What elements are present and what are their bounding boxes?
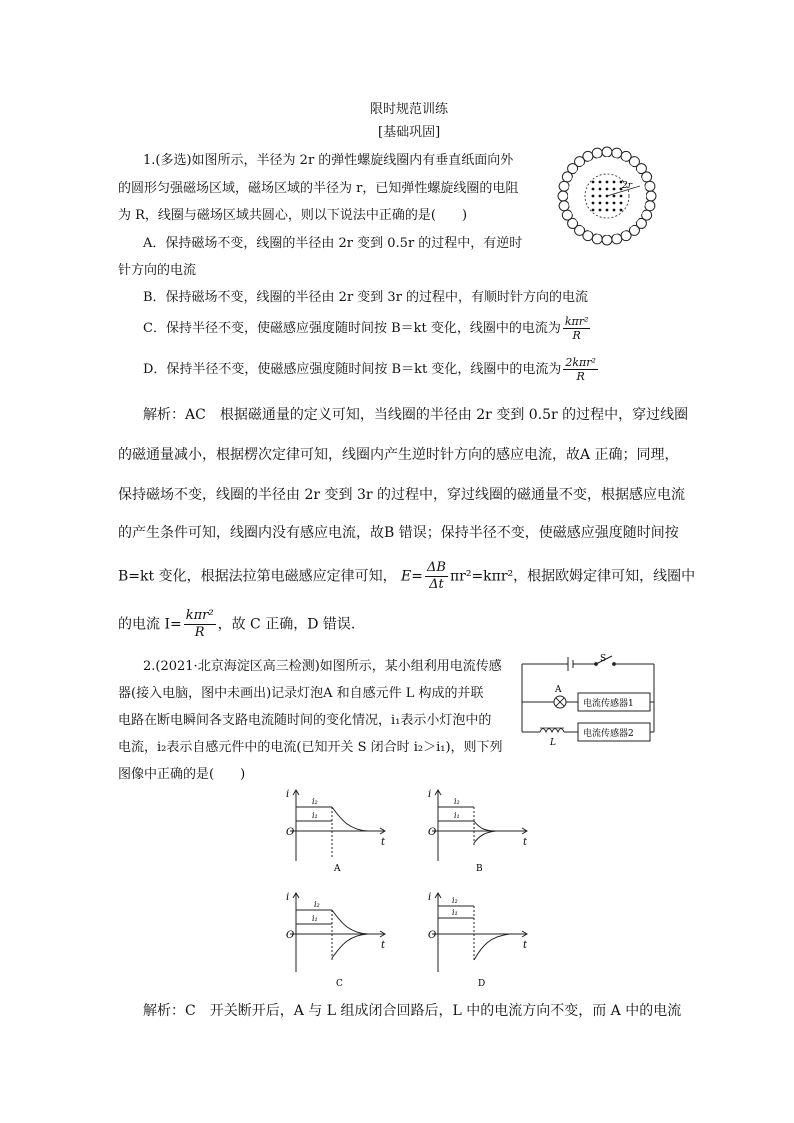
coil-loop xyxy=(558,191,568,201)
i2-label: i₂ xyxy=(314,900,320,909)
inductor-label: L xyxy=(550,738,556,748)
option-d-text: D．保持半径不变，使磁感应强度随时间按 B＝kt 变化，线圈中的电流为 xyxy=(143,362,562,377)
coil-figure xyxy=(552,146,662,246)
coil-loop xyxy=(645,201,655,211)
solution-text: B=kt 变化，根据法拉第电磁感应定律可知， xyxy=(118,568,397,585)
i2-label: i₂ xyxy=(454,797,460,806)
q1-solution-line xyxy=(118,560,695,593)
solution-text: 的电流 I= xyxy=(118,616,182,633)
fraction-denominator: R xyxy=(194,625,205,640)
i1-label: i₁ xyxy=(312,811,318,820)
field-dot xyxy=(620,202,623,205)
fraction-numerator: 2kπr² xyxy=(565,356,596,369)
field-dot xyxy=(613,209,616,212)
option-label: B xyxy=(476,864,483,874)
graph-option-d xyxy=(424,890,534,990)
switch-label: S xyxy=(600,654,607,664)
axis-i-label: i xyxy=(286,789,290,800)
sensor-1-label: 电流传感器1 xyxy=(583,699,634,709)
coil-loop xyxy=(602,147,612,157)
fraction-denominator: R xyxy=(572,329,581,342)
graph-option-a xyxy=(282,787,392,875)
option-label: D xyxy=(478,979,486,989)
coil-loop xyxy=(562,210,572,220)
lamp-label: A xyxy=(555,685,562,695)
section-heading: [基础巩固] xyxy=(378,125,441,140)
option-d-fraction xyxy=(563,356,598,383)
fraction-numerator: kπr² xyxy=(564,315,589,328)
fraction-numerator: ΔB xyxy=(426,560,446,575)
radius-label: 2r xyxy=(622,181,633,191)
field-dot xyxy=(592,209,595,212)
field-dot xyxy=(620,209,623,212)
field-dot xyxy=(599,202,602,205)
coil-loop xyxy=(612,148,622,158)
q1-stem-line: 为 R，线圈与磁场区域共圆心，则以下说法中正确的是( ) xyxy=(118,208,468,223)
field-dot xyxy=(613,202,616,205)
solution-text: ，故 C 正确，D 错误. xyxy=(217,616,356,633)
inductor-coil xyxy=(540,729,564,733)
axis-i-label: i xyxy=(286,892,290,903)
coil-loop xyxy=(602,235,612,245)
field-dot xyxy=(592,202,595,205)
q1-stem-line: 的圆形匀强磁场区域，磁场区域的半径为 r，已知弹性螺旋线圈的电阻 xyxy=(118,181,519,196)
fraction-denominator: Δt xyxy=(429,577,444,592)
coil-loop xyxy=(592,148,602,158)
q1-option-d xyxy=(143,356,600,383)
q1-solution-line: 保持磁场不变，线圈的半径由 2r 变到 3r 的过程中，穿过线圈的磁通量不变，根据感应电流 xyxy=(118,487,685,503)
coil-loop xyxy=(621,231,631,241)
coil-loop xyxy=(592,234,602,244)
field-dot xyxy=(606,202,609,205)
field-dot xyxy=(606,188,609,191)
field-dot xyxy=(592,181,595,184)
circuit-diagram xyxy=(512,652,660,748)
field-dot xyxy=(606,181,609,184)
q1-option-a: A．保持磁场不变，线圈的半径由 2r 变到 0.5r 的过程中，有逆时 xyxy=(143,236,523,251)
option-c-fraction xyxy=(563,315,591,342)
origin-label: O xyxy=(428,827,437,838)
coil-loop xyxy=(559,181,569,191)
graph-option-c xyxy=(282,890,392,990)
field-dot xyxy=(613,181,616,184)
i2-label: i₂ xyxy=(452,896,458,905)
i1-label: i₁ xyxy=(312,914,318,923)
q2-stem-line: 电流，i₂表示自感元件中的电流(已知开关 S 闭合时 i₂＞i₁)，则下列 xyxy=(118,740,503,755)
decay-curve xyxy=(332,807,368,831)
q1-option-b: B．保持磁场不变，线圈的半径由 2r 变到 3r 的过程中，有顺时针方向的电流 xyxy=(143,290,589,305)
field-dot xyxy=(613,188,616,191)
q2-stem-line: 图像中正确的是( ) xyxy=(118,767,246,782)
i2-label: i₂ xyxy=(312,797,318,806)
field-dot xyxy=(599,209,602,212)
fraction-denominator: R xyxy=(576,370,585,383)
q2-solution-line: 解析：C 开关断开后，A 与 L 组成闭合回路后，L 中的电流方向不变，而 A 中的电流 xyxy=(143,1003,682,1019)
field-dot xyxy=(620,195,623,198)
axis-i-label: i xyxy=(428,789,432,800)
q1-solution-line: 解析：AC 根据磁通量的定义可知，当线圈的半径由 2r 变到 0.5r 的过程中，穿过线圈 xyxy=(143,407,689,423)
option-label: C xyxy=(336,979,343,989)
q1-solution-line: 的产生条件可知，线圈内没有感应电流，故B 错误；保持半径不变，使磁感应强度随时间按 xyxy=(118,525,679,541)
field-dot xyxy=(606,209,609,212)
q1-option-a-cont: 针方向的电流 xyxy=(118,263,197,278)
axis-t-label: t xyxy=(381,837,386,848)
axis-t-label: t xyxy=(381,940,386,951)
delta-fraction xyxy=(425,560,448,593)
q1-stem-line: 1.(多选)如图所示，半径为 2r 的弹性螺旋线圈内有垂直纸面向外 xyxy=(143,153,514,168)
q2-stem-line: 2.(2021·北京海淀区高三检测)如图所示，某小组利用电流传感 xyxy=(143,659,502,674)
origin-label: O xyxy=(428,930,437,941)
page-title: 限时规范训练 xyxy=(370,102,449,117)
origin-label: O xyxy=(286,930,295,941)
coil-loop xyxy=(642,172,652,182)
coil-loop xyxy=(559,201,569,211)
axis-t-label: t xyxy=(523,940,528,951)
option-c-text: C．保持半径不变，使磁感应强度随时间按 B＝kt 变化，线圈中的电流为 xyxy=(143,321,561,336)
coil-loop xyxy=(612,234,622,244)
sensor-2-label: 电流传感器2 xyxy=(583,729,634,739)
coil-loop xyxy=(583,151,593,161)
coil-loop xyxy=(645,181,655,191)
field-dot xyxy=(599,181,602,184)
q2-stem-line: 电路在断电瞬间各支路电流随时间的变化情况，i₁表示小灯泡中的 xyxy=(118,713,492,728)
fraction-numerator: kπr² xyxy=(185,608,214,623)
q1-solution-line xyxy=(118,608,355,641)
current-fraction xyxy=(184,608,216,641)
i1-label: i₁ xyxy=(454,811,460,820)
field-dot xyxy=(599,195,602,198)
field-dot xyxy=(599,188,602,191)
q2-stem-line: 器(接入电脑，图中未画出)记录灯泡A 和自感元件 L 构成的并联 xyxy=(118,686,484,701)
field-dot xyxy=(592,195,595,198)
solution-text: πr²=kπr²，根据欧姆定律可知，线圈中 xyxy=(449,568,696,585)
q1-solution-line: 的磁通量减小，根据楞次定律可知，线圈内产生逆时针方向的感应电流，故A 正确；同理， xyxy=(118,447,679,463)
formula-e: E= xyxy=(401,568,423,585)
axis-t-label: t xyxy=(523,837,528,848)
q1-option-c xyxy=(143,315,592,342)
graph-option-b xyxy=(424,787,534,875)
origin-label: O xyxy=(286,827,295,838)
axis-i-label: i xyxy=(428,892,432,903)
i1-label: i₁ xyxy=(452,908,458,917)
field-dot xyxy=(592,188,595,191)
coil-loop xyxy=(646,191,656,201)
field-dot xyxy=(613,195,616,198)
option-label: A xyxy=(334,864,341,874)
